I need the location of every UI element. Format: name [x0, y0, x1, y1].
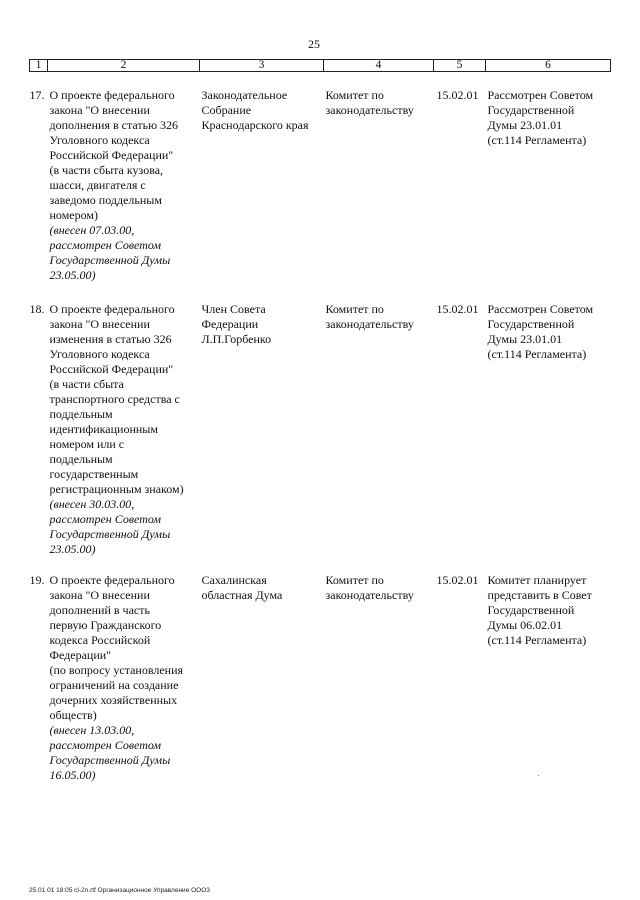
bill-title-line: закона "О внесении [49, 317, 150, 331]
committee-line: законодательству [325, 317, 414, 331]
column-number-header [30, 60, 611, 72]
bill-title-cell [48, 72, 200, 287]
bill-note-line: Государственной Думы [49, 527, 171, 541]
committee-cell [324, 72, 434, 287]
bill-title-line: регистрационным знаком) [49, 482, 184, 496]
bill-title-line: ограничений на создание [49, 678, 179, 692]
bill-title-cell [48, 286, 200, 557]
status-line: Рассмотрен Советом [487, 302, 594, 316]
bill-title-line: О проекте федерального [49, 88, 175, 102]
bill-title-line: Уголовного кодекса [49, 347, 150, 361]
status-cell [486, 557, 611, 788]
committee-line: Комитет по [325, 88, 384, 102]
date-cell: 15.02.01 [436, 573, 479, 587]
bill-title-line: Федерации" [49, 648, 112, 662]
column-header-6: 6 [486, 60, 611, 72]
date-cell: 15.02.01 [436, 88, 479, 102]
bill-note-line: рассмотрен Советом [49, 238, 162, 252]
initiator-line: областная Дума [201, 588, 283, 602]
bill-title-line: первую Гражданского [49, 618, 162, 632]
bill-note-line: (внесен 13.03.00, [49, 723, 135, 737]
bill-title-line: шасси, двигателя с [49, 178, 146, 192]
bill-title-line: транспортного средства с [49, 392, 180, 406]
bill-title-line: (в части сбыта кузова, [49, 163, 164, 177]
status-line: Государственной [487, 603, 575, 617]
initiator-cell [200, 72, 324, 287]
bill-note-line: (внесен 30.03.00, [49, 497, 135, 511]
column-header-2: 2 [48, 60, 200, 72]
bill-title-line: поддельным [49, 407, 113, 421]
initiator-line: Сахалинская [201, 573, 267, 587]
initiator-line: Л.П.Горбенко [201, 332, 272, 346]
status-line: Рассмотрен Советом [487, 88, 594, 102]
bill-title-line: идентификационным [49, 422, 158, 436]
status-line: Государственной [487, 103, 575, 117]
status-line: представить в Совет [487, 588, 592, 602]
bill-title-line: номером) [49, 208, 98, 222]
bill-note-line: рассмотрен Советом [49, 738, 162, 752]
bill-title-line: заведомо поддельным [49, 193, 162, 207]
bill-title-line: обществ) [49, 708, 97, 722]
bill-note-line: 23.05.00) [49, 542, 96, 556]
status-line: (ст.114 Регламента) [487, 133, 587, 147]
bill-title-line: изменения в статью 326 [49, 332, 172, 346]
bill-title-line: Российской Федерации" [49, 148, 174, 162]
bill-title-line: кодекса Российской [49, 633, 151, 647]
initiator-line: Законодательное [201, 88, 288, 102]
committee-cell [324, 557, 434, 788]
status-cell [486, 286, 611, 557]
bill-title-line: закона "О внесении [49, 588, 150, 602]
bill-title-line: Уголовного кодекса [49, 133, 150, 147]
status-line: (ст.114 Регламента) [487, 347, 587, 361]
table-row [30, 557, 611, 788]
committee-line: законодательству [325, 588, 414, 602]
bills-table [29, 59, 611, 788]
bill-note-line: Государственной Думы [49, 253, 171, 267]
column-header-4: 4 [324, 60, 434, 72]
bill-title-line: государственным [49, 467, 139, 481]
bill-note-line: Государственной Думы [49, 753, 171, 767]
bill-note-line: рассмотрен Советом [49, 512, 162, 526]
bill-title-line: номером или с [49, 437, 125, 451]
row-number: 17. [29, 88, 45, 102]
bill-title-line: Российской Федерации" [49, 362, 174, 376]
bill-title-line: дополнения в статью 326 [49, 118, 179, 132]
status-line: Государственной [487, 317, 575, 331]
date-cell: 15.02.01 [436, 302, 479, 316]
initiator-cell [200, 286, 324, 557]
bill-title-cell [48, 557, 200, 788]
bill-title-line: закона "О внесении [49, 103, 150, 117]
table-row [30, 286, 611, 557]
bill-title-line: поддельным [49, 452, 113, 466]
bill-note-line: (внесен 07.03.00, [49, 223, 135, 237]
status-line: (ст.114 Регламента) [487, 633, 587, 647]
committee-line: Комитет по [325, 573, 384, 587]
committee-cell [324, 286, 434, 557]
bill-title-line: дополнений в часть [49, 603, 150, 617]
bill-title-line: дочерних хозяйственных [49, 693, 178, 707]
committee-line: Комитет по [325, 302, 384, 316]
column-header-3: 3 [200, 60, 324, 72]
page-number: 25 [308, 37, 320, 51]
scan-speck [538, 775, 539, 776]
status-line: Думы 06.02.01 [487, 618, 563, 632]
initiator-line: Член Совета [201, 302, 266, 316]
column-header-1: 1 [30, 60, 48, 72]
table-row [30, 72, 611, 287]
bill-title-line: О проекте федерального [49, 573, 175, 587]
row-number: 19. [29, 573, 45, 587]
page-footer: 25.01.01 18:05 cl-2n.rtf Организационное Управление ООО3 [29, 887, 210, 894]
initiator-line: Краснодарского края [201, 118, 309, 132]
status-line: Комитет планирует [487, 573, 587, 587]
bill-note-line: 23.05.00) [49, 268, 96, 282]
row-number: 18. [29, 302, 45, 316]
bill-title-line: О проекте федерального [49, 302, 175, 316]
status-line: Думы 23.01.01 [487, 332, 563, 346]
bill-title-line: (в части сбыта [49, 377, 124, 391]
initiator-line: Собрание [201, 103, 252, 117]
status-cell [486, 72, 611, 287]
initiator-line: Федерации [201, 317, 259, 331]
column-header-5: 5 [434, 60, 486, 72]
committee-line: законодательству [325, 103, 414, 117]
bill-note-line: 16.05.00) [49, 768, 96, 782]
status-line: Думы 23.01.01 [487, 118, 563, 132]
initiator-cell [200, 557, 324, 788]
bill-title-line: (по вопросу установления [49, 663, 184, 677]
